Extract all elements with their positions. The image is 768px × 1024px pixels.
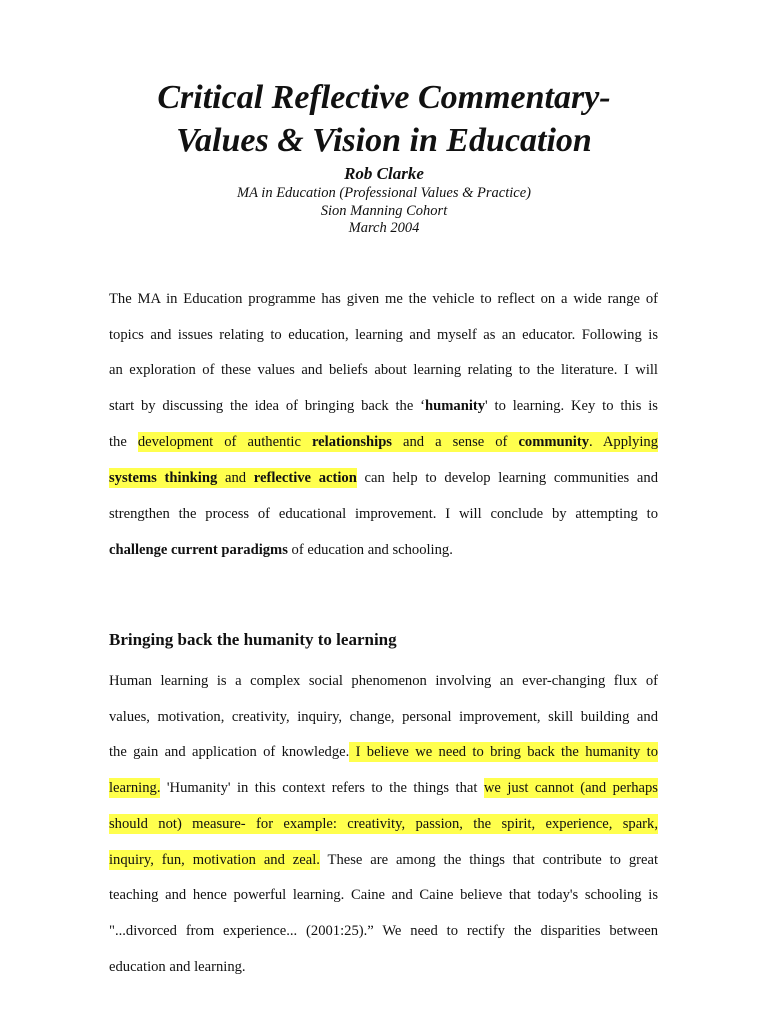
intro-line: strengthen the process of educational improvement. I will conclude by attempting to [109, 506, 658, 522]
author-name: Rob Clarke [344, 164, 424, 183]
intro-line: an exploration of these values and beliefs about learning relating to the literature. I will [109, 362, 658, 378]
highlight: learning. [109, 780, 161, 796]
intro-line: the development of authentic relationships and a sense of community. Applying [109, 434, 659, 450]
intro-line: challenge current paradigms of education and schooling. [109, 542, 453, 558]
body-line: "...divorced from experience... (2001:25).” We need to rectify the disparities between [109, 923, 658, 939]
highlight: should not) measure- for example: creativity, passion, the spirit, experience, spark, [109, 816, 658, 832]
body-line: the gain and application of knowledge. I believe we need to bring back the humanity to [109, 744, 658, 760]
intro-line: start by discussing the idea of bringing back the ‘humanity' to learning. Key to this is [109, 398, 658, 414]
cohort-name: Sion Manning Cohort [320, 203, 448, 219]
body-line: values, motivation, creativity, inquiry, change, personal improvement, skill building and [109, 709, 658, 725]
emphasis-humanity: humanity [425, 398, 486, 414]
highlight: we just cannot (and perhaps [483, 780, 658, 796]
intro-line: topics and issues relating to education, learning and myself as an educator. Following is [109, 327, 658, 343]
highlight: systems thinking and reflective action [109, 470, 357, 486]
document-date: March 2004 [348, 220, 420, 236]
document-title-line-2: Values & Vision in Education [176, 122, 592, 159]
section-heading: Bringing back the humanity to learning [109, 630, 397, 649]
highlight: development of authentic relationships and a sense of community. Applying [137, 434, 659, 450]
intro-line: The MA in Education programme has given me the vehicle to reflect on a wide range of [109, 291, 658, 307]
highlight: I believe we need to bring back the humanity to [349, 744, 658, 760]
body-line: education and learning. [109, 959, 246, 975]
body-line [109, 813, 658, 835]
body-line: Human learning is a complex social phenomenon involving an ever-changing flux of [109, 673, 658, 689]
body-line: teaching and hence powerful learning. Caine and Caine believe that today's schooling is [109, 887, 658, 903]
intro-line: systems thinking and reflective action can help to develop learning communities and [109, 470, 659, 486]
emphasis-paradigms: challenge current paradigms [109, 542, 288, 558]
programme-name: MA in Education (Professional Values & Practice) [237, 185, 531, 201]
body-line: learning. 'Humanity' in this context refers to the things that we just cannot (and perhaps [109, 780, 658, 796]
body-line: inquiry, fun, motivation and zeal. These are among the things that contribute to great [109, 852, 659, 868]
highlight: inquiry, fun, motivation and zeal. [109, 852, 320, 868]
document-title-line-1: Critical Reflective Commentary- [157, 79, 611, 116]
